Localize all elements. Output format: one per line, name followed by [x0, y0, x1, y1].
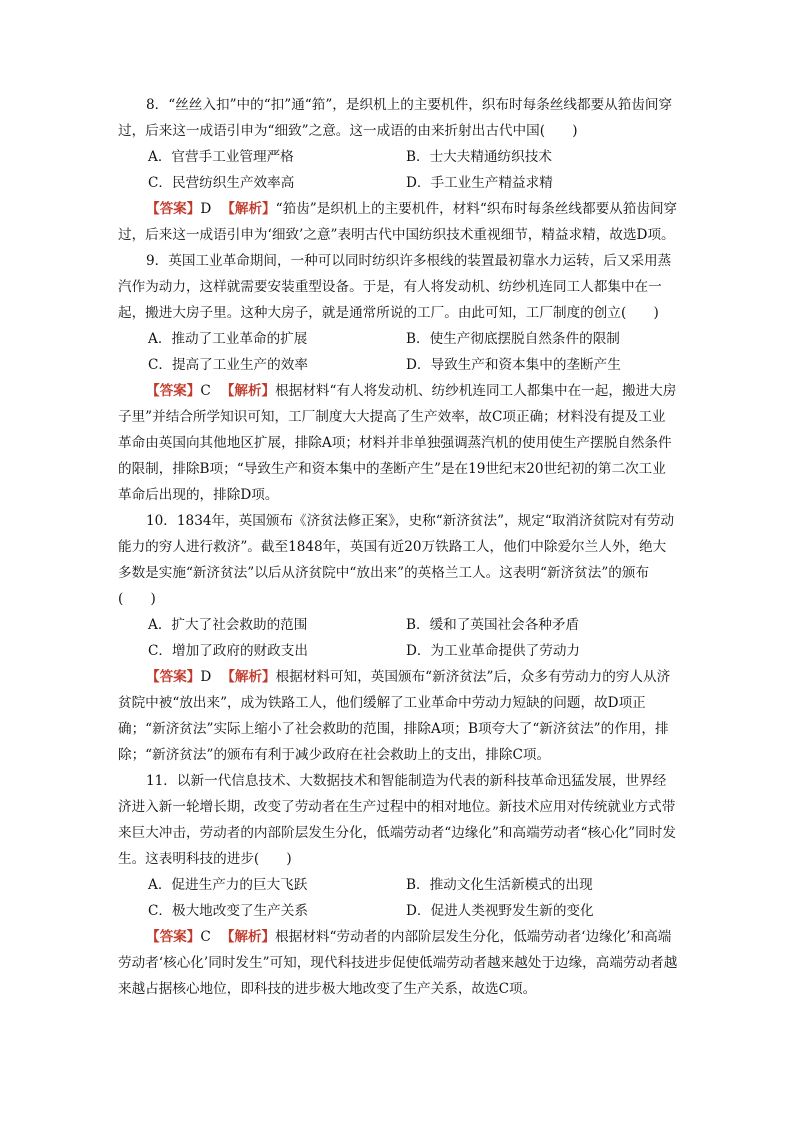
analysis-label: 【解析】 — [221, 201, 276, 217]
option-a: A．推动了工业革命的扩展 — [148, 331, 308, 347]
answer-value: D — [200, 669, 212, 685]
analysis-label: 【解析】 — [220, 383, 276, 399]
options-grid — [148, 612, 678, 664]
option-c: C．民营纺织生产效率高 — [148, 175, 295, 191]
option-b: B．缓和了英国社会各种矛盾 — [406, 617, 580, 633]
question-10 — [118, 508, 678, 768]
option-a: A．促进生产力的巨大飞跃 — [148, 877, 308, 893]
question-stem: 8．“丝丝入扣”中的“扣”通“筘”，是织机上的主要机件，织布时每条丝线都要从筘齿间穿过，后来这一成语引申为“细致”之意。这一成语的由来折射出古代中国( ) — [118, 97, 673, 139]
analysis-text: 根据材料“劳动者的内部阶层发生分化，低端劳动者‘边缘化’和高端劳动者‘核心化’同时发生”可知，现代科技进步促使低端劳动者越来越处于边缘，高端劳动者越来越占据核心地位，即科技的进步极大地改变了生产关系，故选C项。 — [118, 929, 678, 997]
answer-label: 【答案】 — [146, 201, 201, 217]
option-a: A．官营手工业管理严格 — [148, 149, 294, 165]
analysis-text: 根据材料“有人将发动机、纺纱机连同工人都集中在一起，搬进大房子里”并结合所学知识可知，工厂制度大大提高了生产效率，故C项正确；材料没有提及工业革命由英国向其他地区扩展，排除A项；材料并非单独强调蒸汽机的使用使生产摆脱自然条件的限制，排除B项；“导致生产和资本集中的垄断产生”是在19世纪末20世纪初的第二次工业革命后出现的，排除D项。 — [118, 383, 677, 503]
answer-label: 【答案】 — [146, 383, 201, 399]
answer-block — [118, 378, 678, 508]
answer-label: 【答案】 — [146, 929, 201, 945]
option-d: D．为工业革命提供了劳动力 — [406, 643, 581, 659]
question-stem: 11．以新一代信息技术、大数据技术和智能制造为代表的新科技革命迅猛发展，世界经济进入新一轮增长期，改变了劳动者在生产过程中的相对地位。新技术应用对传统就业方式带来巨大冲击，劳动者的内部阶层发生分化，低端劳动者“边缘化”和高端劳动者“核心化”同时发生。这表明科技的进步( ) — [118, 773, 676, 867]
answer-block — [118, 924, 678, 1002]
option-c: C．提高了工业生产的效率 — [148, 357, 308, 373]
answer-value: C — [200, 383, 211, 399]
analysis-text: “筘齿”是织机上的主要机件，材料“织布时每条丝线都要从筘齿间穿过，后来这一成语引申为‘细致’之意”表明古代中国纺织技术重视细节，精益求精，故选D项。 — [118, 201, 678, 243]
option-d: D．导致生产和资本集中的垄断产生 — [406, 357, 621, 373]
option-c: C．增加了政府的财政支出 — [148, 643, 308, 659]
analysis-label: 【解析】 — [220, 929, 276, 945]
option-d: D．促进人类视野发生新的变化 — [406, 903, 594, 919]
answer-block — [118, 196, 678, 248]
option-b: B．士大夫精通纺织技术 — [406, 149, 552, 165]
option-b: B．使生产彻底摆脱自然条件的限制 — [406, 331, 620, 347]
analysis-label: 【解析】 — [221, 669, 276, 685]
option-d: D．手工业生产精益求精 — [406, 175, 553, 191]
options-grid — [148, 326, 678, 378]
question-list — [118, 92, 678, 1002]
options-grid — [148, 144, 678, 196]
analysis-text: 根据材料可知，英国颁布“新济贫法”后，众多有劳动力的穷人从济贫院中被“放出来”，成为铁路工人，他们缓解了工业革命中劳动力短缺的问题，故D项正确；“新济贫法”实际上缩小了社会救助的范围，排除A项；B项夸大了“新济贫法”的作用，排除；“新济贫法”的颁布有利于减少政府在社会救助上的支出，排除C项。 — [118, 669, 671, 763]
question-stem: 10．1834年，英国颁布《济贫法修正案》，史称“新济贫法”，规定“取消济贫院对有劳动能力的穷人进行救济”。截至1848年，英国有近20万铁路工人，他们中除爱尔兰人外，绝大多数是实施“新济贫法”以后从济贫院中“放出来”的英格兰工人。这表明“新济贫法”的颁布( ) — [118, 513, 675, 607]
answer-label: 【答案】 — [146, 669, 201, 685]
question-11 — [118, 768, 678, 1002]
option-b: B．推动文化生活新模式的出现 — [406, 877, 593, 893]
option-c: C．极大地改变了生产关系 — [148, 903, 308, 919]
answer-value: D — [200, 201, 212, 217]
question-8 — [118, 92, 678, 248]
options-grid — [148, 872, 678, 924]
question-stem: 9．英国工业革命期间，一种可以同时纺织许多根线的装置最初靠水力运转，后又采用蒸汽作为动力，这样就需要安装重型设备。于是，有人将发动机、纺纱机连同工人都集中在一起，搬进大房子里。这种大房子，就是通常所说的工厂。由此可知，工厂制度的创立( ) — [118, 253, 672, 321]
option-a: A．扩大了社会救助的范围 — [148, 617, 308, 633]
answer-value: C — [200, 929, 211, 945]
question-9 — [118, 248, 678, 508]
answer-block — [118, 664, 678, 768]
